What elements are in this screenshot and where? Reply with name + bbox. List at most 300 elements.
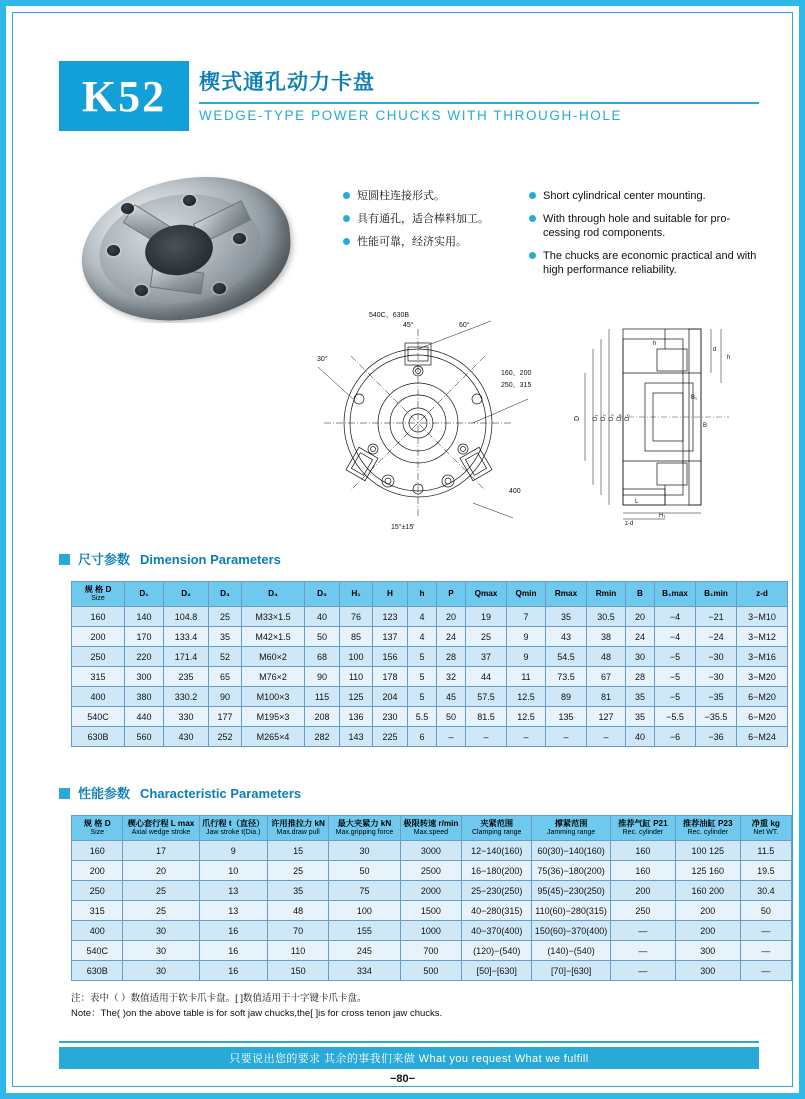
svg-text:30°: 30° [317, 356, 328, 363]
col-zd: z-d [737, 582, 788, 607]
feature-item [529, 249, 761, 277]
cell: 250 [610, 901, 675, 921]
svg-text:45°: 45° [403, 322, 414, 329]
cell: −30 [696, 647, 737, 667]
product-photo [73, 173, 313, 323]
table-row [72, 861, 792, 881]
cell: 110(60)−280(315) [532, 901, 611, 921]
cell: 6 [408, 727, 437, 747]
col-draw-pull [267, 816, 328, 841]
col-clamping-range-en: Clamping range [472, 828, 522, 836]
feature-list-chinese [343, 189, 513, 258]
cell: −35.5 [696, 707, 737, 727]
cell: 81 [587, 687, 626, 707]
cell: 3−M10 [737, 607, 788, 627]
cell: 73.5 [546, 667, 587, 687]
cell: 160 [72, 607, 125, 627]
bullet-icon [343, 238, 350, 245]
chuck-bolt [233, 233, 246, 244]
cell: 48 [267, 901, 328, 921]
cell: 75 [329, 881, 400, 901]
col-draw-pull-cn: 许用推拉力 kN [271, 819, 325, 829]
cell: 6−M20 [737, 687, 788, 707]
cell: 200 [72, 861, 123, 881]
cell: 282 [305, 727, 340, 747]
col-size [72, 816, 123, 841]
cell: 155 [329, 921, 400, 941]
cell: 133.4 [164, 627, 209, 647]
note-english: Note：The( )on the above table is for soft jaw chucks,the[ ]is for cross tenon jaw chucks. [71, 1008, 443, 1019]
cell: 9 [199, 841, 267, 861]
cell: 30.5 [587, 607, 626, 627]
cell: 40−370(400) [462, 921, 532, 941]
feature-text: 短圆柱连接形式。 [357, 190, 445, 202]
header-titles [199, 61, 759, 131]
cell: 35 [267, 881, 328, 901]
cell: 16 [199, 961, 267, 981]
svg-text:H₁: H₁ [659, 513, 666, 519]
cell: 35 [626, 707, 655, 727]
col-jamming-range-cn: 撑紧范围 [554, 819, 588, 829]
footer-slogan: 只要说出您的要求 其余的事我们来做 What you request What we fulfill [59, 1047, 759, 1069]
cell: M76×2 [242, 667, 305, 687]
cell: 11 [507, 667, 546, 687]
section-title-dimension [59, 549, 281, 568]
cell: 540C [72, 707, 125, 727]
cell: 200 [72, 627, 125, 647]
svg-text:160、200: 160、200 [501, 370, 532, 377]
cell: 90 [209, 687, 242, 707]
cell: 12−140(160) [462, 841, 532, 861]
cell: 17 [123, 841, 199, 861]
cell: 28 [437, 647, 466, 667]
cell: 30 [123, 921, 199, 941]
cell: 90 [305, 667, 340, 687]
col-gripping-force [329, 816, 400, 841]
footer-divider [59, 1041, 759, 1043]
table-header-row [72, 582, 788, 607]
col-size-cn: 规 格 D [84, 585, 112, 595]
cell: 30 [123, 941, 199, 961]
cell: 16−180(200) [462, 861, 532, 881]
section-marker-icon [59, 788, 70, 799]
col-size [72, 582, 125, 607]
cell: 100 [329, 901, 400, 921]
cell: 52 [209, 647, 242, 667]
cell: 140 [125, 607, 164, 627]
col-max-speed-cn: 极限转速 r/min [403, 819, 459, 829]
cell: 178 [373, 667, 408, 687]
cell: 7 [507, 607, 546, 627]
cell: 50 [305, 627, 340, 647]
cell: 5.5 [408, 707, 437, 727]
feature-item [343, 212, 513, 226]
bullet-icon [343, 192, 350, 199]
cell: 9 [507, 627, 546, 647]
col-b1min: B₁min [696, 582, 737, 607]
cell: 25 [123, 901, 199, 921]
cell: 19.5 [740, 861, 791, 881]
dimension-table [71, 581, 788, 747]
cell: 440 [125, 707, 164, 727]
cell: 30 [123, 961, 199, 981]
col-jaw-stroke-en: Jaw stroke t(Dia.) [205, 828, 261, 836]
cell: M195×3 [242, 707, 305, 727]
col-b1max: B₁max [655, 582, 696, 607]
cell: 89 [546, 687, 587, 707]
cell: M100×3 [242, 687, 305, 707]
col-axial-stroke-cn: 楔心套行程 L max [127, 819, 195, 829]
cell: 137 [373, 627, 408, 647]
cell: 38 [587, 627, 626, 647]
table-row [72, 607, 788, 627]
cell: 235 [164, 667, 209, 687]
feature-text: The chucks are economic practical and with high performance reliability. [543, 250, 757, 276]
col-h1: H₁ [340, 582, 373, 607]
section-view-drawing [561, 313, 761, 528]
cell: 3−M20 [737, 667, 788, 687]
cell: 19 [466, 607, 507, 627]
svg-text:z-d: z-d [625, 521, 634, 527]
cell: 160 [72, 841, 123, 861]
table-row [72, 647, 788, 667]
cell: 160 [610, 841, 675, 861]
characteristic-table-body [72, 841, 792, 981]
cell: 150(60)−370(400) [532, 921, 611, 941]
table-row [72, 841, 792, 861]
cell: 160 200 [675, 881, 740, 901]
cell: 5 [408, 667, 437, 687]
cell: 400 [72, 687, 125, 707]
cell: −21 [696, 607, 737, 627]
col-jaw-stroke-cn: 爪行程 t（直径） [202, 819, 265, 829]
col-size-cn: 规 格 D [83, 819, 111, 829]
cell: 177 [209, 707, 242, 727]
col-d2: D₂ [164, 582, 209, 607]
svg-text:D₂: D₂ [601, 414, 607, 421]
cell: 430 [164, 727, 209, 747]
cell: 500 [400, 961, 462, 981]
cell: 252 [209, 727, 242, 747]
cell: −5 [655, 647, 696, 667]
svg-text:D₃: D₃ [609, 414, 615, 421]
cell: 560 [125, 727, 164, 747]
cell: 75(36)−180(200) [532, 861, 611, 881]
table-notes [71, 991, 442, 1021]
cell: 150 [267, 961, 328, 981]
title-chinese: 楔式通孔动力卡盘 [199, 71, 375, 94]
cell: M60×2 [242, 647, 305, 667]
cell: 25−230(250) [462, 881, 532, 901]
cell: 20 [626, 607, 655, 627]
cell: – [507, 727, 546, 747]
front-view-svg [313, 303, 543, 533]
cell: – [437, 727, 466, 747]
cell: (140)−(540) [532, 941, 611, 961]
cell: −35 [696, 687, 737, 707]
cell: 127 [587, 707, 626, 727]
cell: 65 [209, 667, 242, 687]
col-qmin: Qmin [507, 582, 546, 607]
cell: 40 [626, 727, 655, 747]
cell: 54.5 [546, 647, 587, 667]
col-rmax: Rmax [546, 582, 587, 607]
cell: 250 [72, 881, 123, 901]
feature-item [529, 189, 761, 203]
cell: 700 [400, 941, 462, 961]
col-p: P [437, 582, 466, 607]
cell: 204 [373, 687, 408, 707]
cell: 225 [373, 727, 408, 747]
svg-text:h: h [727, 355, 731, 361]
feature-list-english [529, 189, 761, 286]
col-rec-oil-cylinder [675, 816, 740, 841]
cell: 630B [72, 961, 123, 981]
svg-text:d: d [713, 347, 717, 353]
cell: M265×4 [242, 727, 305, 747]
svg-text:D₄: D₄ [617, 414, 623, 421]
svg-text:15°±15′: 15°±15′ [391, 524, 415, 531]
col-rec-oil-cylinder-en: Rec. cylinder [687, 828, 728, 836]
chuck-bolt [135, 285, 148, 296]
svg-text:B₁: B₁ [691, 395, 698, 401]
cell: 68 [305, 647, 340, 667]
cell: 57.5 [466, 687, 507, 707]
feature-item [529, 212, 761, 240]
cell: 250 [72, 647, 125, 667]
col-max-speed-en: Max.speed [413, 828, 449, 836]
col-clamping-range [462, 816, 532, 841]
col-jamming-range [532, 816, 611, 841]
cell: 330.2 [164, 687, 209, 707]
section-title-cn: 尺寸参数 [78, 552, 131, 567]
cell: 11.5 [740, 841, 791, 861]
cell: −5 [655, 667, 696, 687]
col-rec-air-cylinder-en: Rec. cylinder [622, 828, 664, 836]
cell: 100 125 [675, 841, 740, 861]
col-rec-oil-cylinder-cn: 推荐油缸 P23 [682, 819, 733, 829]
cell: 35 [209, 627, 242, 647]
cell: 76 [340, 607, 373, 627]
section-title-en: Dimension Parameters [140, 552, 281, 567]
col-net-weight [740, 816, 791, 841]
cell: 125 160 [675, 861, 740, 881]
cell: 50 [329, 861, 400, 881]
cell: 6−M24 [737, 727, 788, 747]
cell: 160 [610, 861, 675, 881]
cell: 315 [72, 667, 125, 687]
bullet-icon [343, 215, 350, 222]
cell: 9 [507, 647, 546, 667]
svg-text:250、315: 250、315 [501, 382, 532, 389]
cell: 3−M12 [737, 627, 788, 647]
cell: 25 [209, 607, 242, 627]
cell: 12.5 [507, 707, 546, 727]
cell: 95(45)−230(250) [532, 881, 611, 901]
cell: 171.4 [164, 647, 209, 667]
col-d3: D₃ [209, 582, 242, 607]
cell: 81.5 [466, 707, 507, 727]
cell: 24 [626, 627, 655, 647]
cell: – [587, 727, 626, 747]
table-row [72, 727, 788, 747]
cell: 50 [740, 901, 791, 921]
cell: 16 [199, 941, 267, 961]
chuck-bolt [121, 203, 134, 214]
col-h-small: h [408, 582, 437, 607]
col-gripping-force-en: Max.gripping force [335, 828, 394, 836]
cell: −5 [655, 687, 696, 707]
col-max-speed [400, 816, 462, 841]
cell: 3−M16 [737, 647, 788, 667]
cell: 30 [626, 647, 655, 667]
dimension-table-body [72, 607, 788, 747]
svg-text:540C、630B: 540C、630B [369, 312, 410, 319]
cell: 43 [546, 627, 587, 647]
section-view-svg [561, 313, 761, 528]
svg-text:h: h [653, 341, 657, 347]
page-number: −80− [389, 1073, 416, 1085]
cell: — [740, 941, 791, 961]
cell: 2500 [400, 861, 462, 881]
cell: 1500 [400, 901, 462, 921]
section-title-cn: 性能参数 [78, 786, 131, 801]
cell: 30 [329, 841, 400, 861]
cell: 540C [72, 941, 123, 961]
cell: 110 [267, 941, 328, 961]
cell: 13 [199, 881, 267, 901]
col-rmin: Rmin [587, 582, 626, 607]
col-axial-stroke-en: Axial wedge stroke [131, 828, 191, 836]
feature-item [343, 189, 513, 203]
svg-text:B: B [703, 423, 708, 429]
table-row [72, 707, 788, 727]
cell: 2000 [400, 881, 462, 901]
cell: 15 [267, 841, 328, 861]
cell: 48 [587, 647, 626, 667]
header-divider [199, 102, 759, 104]
cell: 25 [466, 627, 507, 647]
cell: 104.8 [164, 607, 209, 627]
cell: — [740, 921, 791, 941]
col-size-en: Size [91, 594, 105, 602]
cell: 123 [373, 607, 408, 627]
cell: 16 [199, 921, 267, 941]
col-rec-air-cylinder-cn: 推荐气缸 P21 [618, 819, 668, 829]
svg-text:D: D [574, 415, 581, 421]
svg-text:D₅: D₅ [625, 414, 631, 421]
cell: — [740, 961, 791, 981]
cell: 156 [373, 647, 408, 667]
cell: −24 [696, 627, 737, 647]
chuck-bolt [183, 195, 196, 206]
cell: 330 [164, 707, 209, 727]
cell: 1000 [400, 921, 462, 941]
title-english: WEDGE-TYPE POWER CHUCKS WITH THROUGH-HOLE [199, 108, 623, 123]
cell: 5 [408, 687, 437, 707]
col-axial-stroke [123, 816, 199, 841]
cell: 24 [437, 627, 466, 647]
cell: [50]−[630] [462, 961, 532, 981]
cell: 4 [408, 627, 437, 647]
cell: −4 [655, 627, 696, 647]
page-inner-border [12, 12, 793, 1087]
cell: – [466, 727, 507, 747]
page-header [59, 61, 759, 133]
chuck-bolt [213, 283, 226, 294]
cell: 300 [125, 667, 164, 687]
cell: 200 [610, 881, 675, 901]
cell: 50 [437, 707, 466, 727]
col-rec-air-cylinder [610, 816, 675, 841]
col-jaw-stroke [199, 816, 267, 841]
cell: 30.4 [740, 881, 791, 901]
cell: 380 [125, 687, 164, 707]
cell: 12.5 [507, 687, 546, 707]
cell: 220 [125, 647, 164, 667]
cell: −30 [696, 667, 737, 687]
cell: 37 [466, 647, 507, 667]
front-view-drawing [313, 303, 543, 533]
cell: 20 [437, 607, 466, 627]
col-d5: D₅ [305, 582, 340, 607]
cell: 135 [546, 707, 587, 727]
svg-text:L: L [635, 499, 639, 505]
cell: 10 [199, 861, 267, 881]
col-b: B [626, 582, 655, 607]
cell: 3000 [400, 841, 462, 861]
feature-text: Short cylindrical center mounting. [543, 190, 706, 202]
section-title-en: Characteristic Parameters [140, 786, 302, 801]
cell: 245 [329, 941, 400, 961]
cell: — [610, 961, 675, 981]
section-title-characteristic [59, 783, 301, 802]
cell: 6−M20 [737, 707, 788, 727]
col-gripping-force-cn: 最大夹紧力 kN [337, 819, 392, 829]
col-net-weight-en: Net WT. [753, 828, 779, 836]
col-d4: D₄ [242, 582, 305, 607]
cell: 115 [305, 687, 340, 707]
table-row [72, 921, 792, 941]
cell: −36 [696, 727, 737, 747]
table-row [72, 941, 792, 961]
table-row [72, 881, 792, 901]
col-clamping-range-cn: 夹紧范围 [480, 819, 514, 829]
note-chinese: 注：表中（ ）数值适用于软卡爪卡盘。[ ]数值适用于十字键卡爪卡盘。 [71, 993, 367, 1004]
cell: 40−280(315) [462, 901, 532, 921]
feature-text: 性能可靠，经济实用。 [357, 236, 467, 248]
col-draw-pull-en: Max.draw pull [276, 828, 320, 836]
cell: 67 [587, 667, 626, 687]
cell: 170 [125, 627, 164, 647]
cell: 45 [437, 687, 466, 707]
cell: 32 [437, 667, 466, 687]
cell: (120)−(540) [462, 941, 532, 961]
cell: M33×1.5 [242, 607, 305, 627]
cell: – [546, 727, 587, 747]
cell: 25 [123, 881, 199, 901]
characteristic-table [71, 815, 792, 981]
cell: 334 [329, 961, 400, 981]
cell: 630B [72, 727, 125, 747]
cell: 400 [72, 921, 123, 941]
cell: 20 [123, 861, 199, 881]
cell: 300 [675, 941, 740, 961]
cell: 70 [267, 921, 328, 941]
cell: 143 [340, 727, 373, 747]
cell: 25 [267, 861, 328, 881]
col-jamming-range-en: Jamming range [546, 828, 596, 836]
